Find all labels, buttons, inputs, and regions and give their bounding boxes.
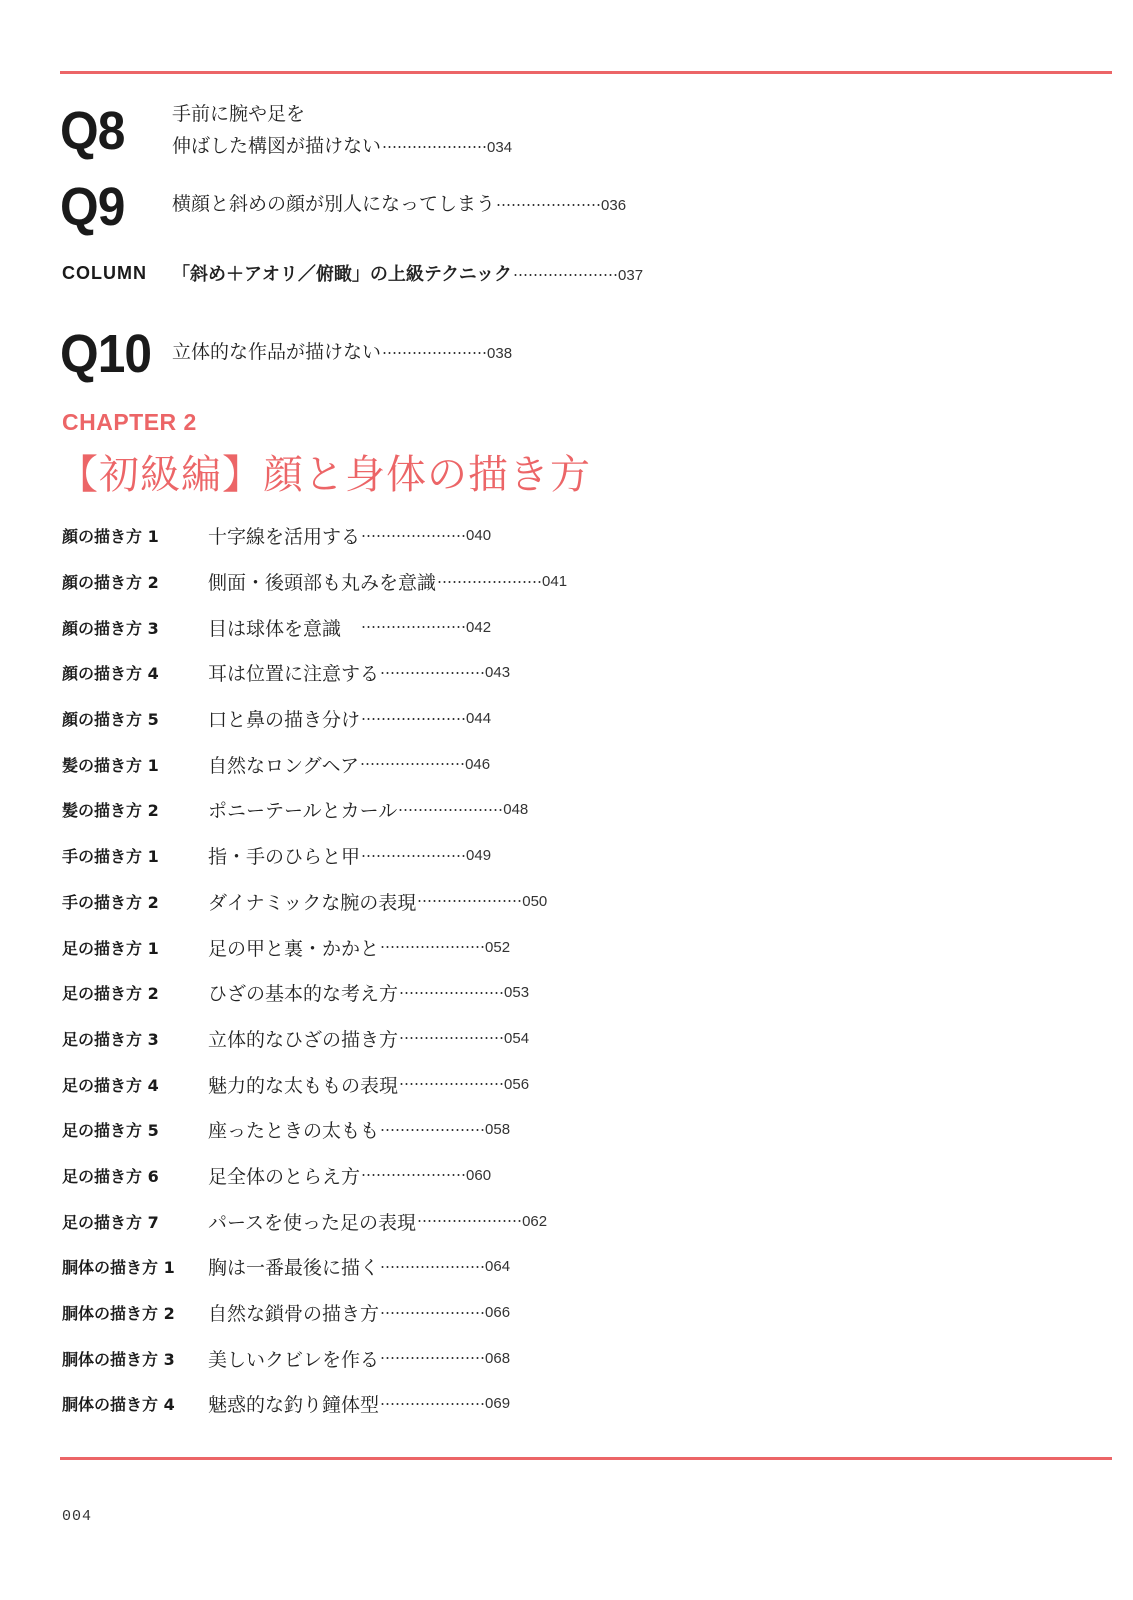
toc-entry[interactable] [62, 833, 567, 879]
entry-label: 髪の描き方 2 [62, 801, 159, 821]
toc-entry-q9[interactable] [172, 188, 626, 222]
toc-entry-list [62, 513, 567, 1427]
dot-leader [399, 1036, 503, 1040]
page-number: 056 [504, 1075, 530, 1093]
dot-leader [361, 534, 465, 538]
toc-entry[interactable] [62, 1153, 567, 1199]
toc-entry[interactable] [62, 1107, 567, 1153]
entry-label: 顔の描き方 2 [62, 573, 159, 593]
entry-label: 足の描き方 5 [62, 1121, 159, 1141]
page-number: 066 [485, 1304, 511, 1322]
toc-entry[interactable] [62, 696, 567, 742]
entry-title: ひざの基本的な考え方 [208, 983, 399, 1006]
toc-entry[interactable] [62, 924, 567, 970]
toc-entry[interactable] [62, 1016, 567, 1062]
dot-leader [361, 717, 465, 721]
entry-title: 口と鼻の描き分け [208, 709, 361, 732]
dot-leader [361, 625, 465, 629]
entry-title: パースを使った足の表現 [208, 1211, 417, 1234]
dot-leader [380, 671, 484, 675]
entry-label: 足の描き方 6 [62, 1166, 159, 1186]
entry-title: 目は球体を意識 [208, 617, 361, 640]
page-number: 046 [465, 755, 491, 773]
dot-leader [361, 1173, 465, 1177]
entry-label: 胴体の描き方 2 [62, 1304, 175, 1324]
entry-label: 手の描き方 2 [62, 892, 159, 912]
page-number: 058 [485, 1121, 511, 1139]
page-number: 048 [503, 801, 529, 819]
chapter-label: CHAPTER 2 [62, 409, 197, 435]
entry-title: 耳は位置に注意する [208, 663, 380, 686]
page-number: 064 [485, 1258, 511, 1276]
page-number: 044 [466, 710, 492, 728]
entry-title: 胸は一番最後に描く [208, 1257, 380, 1280]
entry-label: 顔の描き方 1 [62, 527, 159, 547]
chapter-title: 【初級編】顔と身体の描き方 [58, 452, 591, 498]
entry-label: 足の描き方 2 [62, 984, 159, 1004]
toc-entry[interactable] [62, 513, 567, 559]
page-number: 054 [504, 1029, 530, 1047]
entry-title: 立体的な作品が描けない [172, 341, 382, 363]
dot-leader [361, 854, 465, 858]
toc-entry[interactable] [62, 741, 567, 787]
entry-title: 魅惑的な釣り鐘体型 [208, 1394, 380, 1417]
dot-leader [382, 145, 486, 149]
dot-leader [513, 273, 617, 277]
dot-leader [360, 762, 464, 766]
toc-entry-q8[interactable] [172, 98, 512, 164]
entry-title: 指・手のひらと甲 [208, 846, 361, 869]
toc-entry[interactable] [62, 650, 567, 696]
dot-leader [398, 808, 502, 812]
page-number: 062 [522, 1212, 548, 1230]
page-number: 043 [485, 664, 511, 682]
dot-leader [380, 1265, 484, 1269]
toc-entry[interactable] [62, 1244, 567, 1290]
toc-entry-q10[interactable] [172, 336, 512, 370]
entry-label: 足の描き方 3 [62, 1029, 159, 1049]
dot-leader [417, 899, 521, 903]
entry-label: 髪の描き方 1 [62, 755, 159, 775]
page-number: 041 [542, 573, 568, 591]
bottom-rule [60, 1457, 1112, 1460]
page-number: 037 [618, 267, 644, 284]
entry-title: 自然な鎖骨の描き方 [208, 1303, 380, 1326]
page-number: 049 [466, 847, 492, 865]
toc-entry[interactable] [62, 1061, 567, 1107]
question-number-q9: Q9 [60, 177, 125, 237]
toc-entry[interactable] [62, 559, 567, 605]
dot-leader [380, 945, 484, 949]
dot-leader [417, 1219, 521, 1223]
toc-entry[interactable] [62, 1290, 567, 1336]
entry-label: 顔の描き方 4 [62, 664, 159, 684]
toc-entry[interactable] [62, 970, 567, 1016]
page-number: 042 [466, 618, 492, 636]
dot-leader [399, 991, 503, 995]
dot-leader [380, 1311, 484, 1315]
entry-label: 足の描き方 7 [62, 1212, 159, 1232]
dot-leader [380, 1128, 484, 1132]
question-number-q8: Q8 [60, 101, 125, 161]
dot-leader [437, 580, 541, 584]
page-number: 038 [487, 345, 513, 362]
page-number: 052 [485, 938, 511, 956]
question-number-q10: Q10 [60, 324, 152, 384]
page-number: 068 [485, 1349, 511, 1367]
entry-title: 自然なロングヘア [208, 754, 360, 777]
entry-label: 手の描き方 1 [62, 847, 159, 867]
toc-entry-column[interactable] [172, 259, 643, 292]
entry-title: 美しいクビレを作る [208, 1348, 380, 1371]
entry-label: 足の描き方 4 [62, 1075, 159, 1095]
entry-label: 胴体の描き方 4 [62, 1395, 175, 1415]
entry-title: 側面・後頭部も丸みを意識 [208, 572, 437, 595]
dot-leader [399, 1082, 503, 1086]
entry-title: 足全体のとらえ方 [208, 1165, 361, 1188]
toc-entry[interactable] [62, 1335, 567, 1381]
toc-entry[interactable] [62, 787, 567, 833]
page-number: 040 [466, 527, 492, 545]
page-number: 036 [601, 197, 627, 214]
entry-label: 胴体の描き方 1 [62, 1258, 175, 1278]
entry-title: 立体的なひざの描き方 [208, 1028, 399, 1051]
toc-entry[interactable] [62, 604, 567, 650]
entry-title: 十字線を活用する [208, 526, 361, 549]
entry-title: 足の甲と裏・かかと [208, 937, 380, 960]
entry-title: 「斜め＋アオリ／俯瞰」の上級テクニック [172, 264, 513, 285]
toc-entry[interactable] [62, 1198, 567, 1244]
entry-title: 座ったときの太もも [208, 1120, 380, 1143]
dot-leader [380, 1356, 484, 1360]
entry-title-line2: 伸ばした構図が描けない [172, 135, 382, 157]
page-number: 060 [466, 1166, 492, 1184]
toc-entry[interactable] [62, 1381, 567, 1427]
entry-title-line1: 手前に腕や足を [172, 103, 306, 125]
page-number: 034 [487, 139, 513, 156]
top-rule [60, 71, 1112, 74]
entry-title: 魅力的な太ももの表現 [208, 1074, 399, 1097]
dot-leader [496, 203, 600, 207]
dot-leader [380, 1402, 484, 1406]
entry-label: 顔の描き方 5 [62, 710, 159, 730]
entry-label: 足の描き方 1 [62, 938, 159, 958]
toc-entry[interactable] [62, 879, 567, 925]
entry-title: ポニーテールとカール [208, 800, 398, 823]
dot-leader [382, 351, 486, 355]
page-number: 050 [522, 892, 548, 910]
column-label: COLUMN [62, 263, 147, 283]
entry-label: 顔の描き方 3 [62, 618, 159, 638]
page-number-footer: 004 [62, 1508, 93, 1525]
page-number: 069 [485, 1395, 511, 1413]
entry-title: 横顔と斜めの顔が別人になってしまう [172, 193, 496, 215]
entry-title: ダイナミックな腕の表現 [208, 891, 417, 914]
entry-label: 胴体の描き方 3 [62, 1349, 175, 1369]
page-number: 053 [504, 984, 530, 1002]
